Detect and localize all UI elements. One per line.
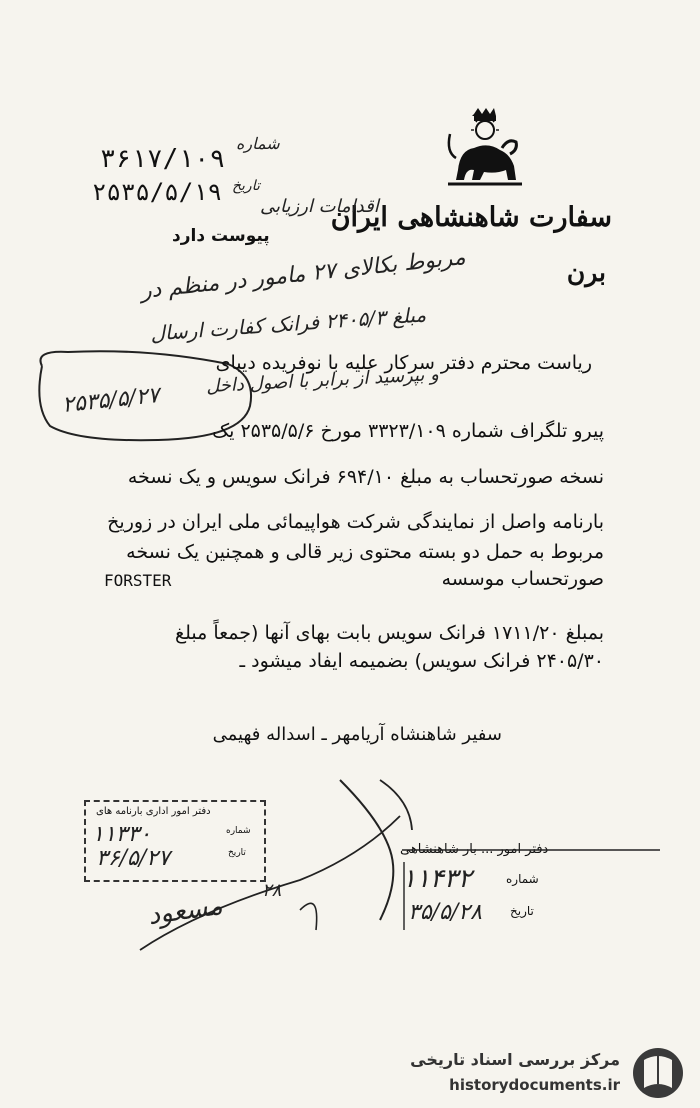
- body-line: بارنامه واصل از نمایندگی شرکت هواپیمائی ملی ایران در زوریخ: [107, 511, 604, 533]
- company-name: FORSTER: [104, 571, 172, 590]
- lion-and-sun-emblem: [444, 108, 526, 192]
- embassy-name: سفارت شاهنشاهی ایران: [330, 202, 612, 233]
- body-line: مربوط به حمل دو بسته محتوی زیر قالی و همچنین یک نسخه: [126, 541, 604, 563]
- archive-logo-icon: [630, 1046, 686, 1100]
- watermark-org-name: مرکز بررسی اسناد تاریخی: [410, 1050, 620, 1069]
- stamp-right-date-label: تاریخ: [510, 904, 534, 918]
- handwritten-note-bottom: ۲۸: [262, 880, 282, 901]
- stamp-right-number-label: شماره: [506, 872, 539, 886]
- handwritten-ref-number: ۲۵۳۵/۵/۲۷: [60, 382, 161, 419]
- handwritten-pen-marks: [0, 760, 700, 960]
- body-line: پیرو تلگراف شماره ۳۳۲۳/۱۰۹ مورخ ۲۵۳۵/۵/۶ یک: [212, 420, 604, 442]
- letter-number: ۳۶۱۷/۱۰۹: [100, 144, 226, 174]
- ambassador-signature-line: سفیر شاهنشاه آریامهر ـ اسداله فهیمی: [212, 724, 502, 745]
- stamp-left-title: دفتر امور اداری بارنامه های: [96, 806, 211, 817]
- handwritten-line-1: مربوط بکالای ۲۷ مامور در منظم در: [139, 245, 467, 304]
- stamp-right-number: ۱۱۴۳۲: [402, 864, 472, 894]
- body-line: صورتحساب موسسه: [441, 568, 604, 590]
- stamp-left-date: ۳۶/۵/۲۷: [96, 846, 170, 871]
- salutation: ریاست محترم دفتر سرکار علیه با نوفریده دیبای: [215, 352, 592, 374]
- handwritten-line-3: و بپرسید از برابر با اصول داخل: [205, 363, 440, 398]
- date-label: تاریخ: [232, 178, 260, 194]
- body-line: ۲۴۰۵/۳۰ فرانک سویس) بضمیمه ایفاد میشود ـ: [239, 650, 604, 672]
- body-line: نسخه صورتحساب به مبلغ ۶۹۴/۱۰ فرانک سویس و یک نسخه: [127, 466, 604, 488]
- stamp-left-date-label: تاریخ: [228, 848, 246, 858]
- stamp-left-number-label: شماره: [226, 826, 251, 836]
- stamp-right-date: ۳۵/۵/۲۸: [408, 900, 482, 925]
- number-label: شماره: [236, 134, 280, 153]
- handwritten-line-2: مبلغ ۲۴۰۵/۳ فرانک کفارت ارسال: [149, 302, 427, 346]
- stamp-left-number: ۱۱۳۳۰: [92, 822, 152, 847]
- attachment-note: پیوست دارد: [172, 226, 270, 246]
- handwritten-signature: مسعود: [146, 890, 225, 932]
- body-line: بمبلغ ۱۷۱۱/۲۰ فرانک سویس بابت بهای آنها (جمعاً مبلغ: [174, 622, 604, 644]
- letter-date: ۲۵۳۵/۵/۱۹: [92, 178, 223, 206]
- city-name: برن: [566, 258, 606, 287]
- stamp-right-title: دفتر امور ... بار شاهنشاهی: [400, 842, 549, 857]
- watermark-url: historydocuments.ir: [449, 1076, 620, 1094]
- handwritten-top-note: اقدامات ارزیابی: [260, 196, 379, 217]
